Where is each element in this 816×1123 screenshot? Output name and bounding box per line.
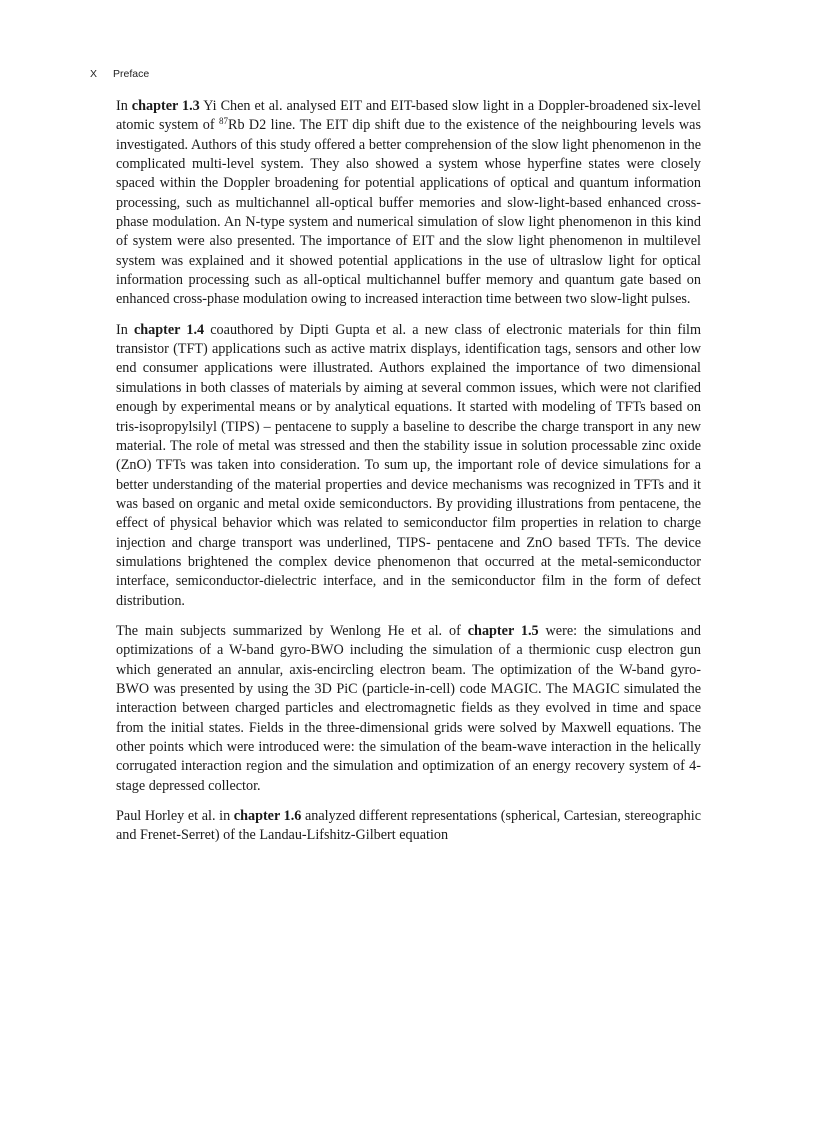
paragraph-chapter-1-6 (116, 807, 701, 846)
paragraph-chapter-1-3 (116, 97, 701, 310)
paragraph-chapter-1-5 (116, 622, 701, 796)
isotope-superscript: 87 (218, 116, 228, 127)
paragraph-text: coauthored by Dipti Gupta et al. a new class of electronic materials for thin film transistor (TFT) applications such as active matrix displays, identification tags, sensors and other low end consumer applications were illustrated. Authors explained the importance of two dimensional simulations in both classes of materials by aiming at several common issues, which were not clarified enough by experimental means or by analytical equations. It started with modeling of TFTs based on tris-isopropylsilyl (TIPS) – pentacene to supply a baseline to describe the charge transport in any new material. The role of metal was stressed and then the stability issue in solution processable zinc oxide (ZnO) TFTs was taken into consideration. To sum up, the important role of device simulations for a better understanding of the material properties and device mechanisms was recognized in TFTs and it was based on organic and metal oxide semiconductors. By providing illustrations from pentacene, the effect of physical behavior which was related to semiconductor film properties in relation to charge injection and charge transport was underlined, TIPS- pentacene and ZnO based TFTs. The device simulations brightened the complex device phenomenon that occurred at the metal-semiconductor interface, semiconductor-dielectric interface, and in the semiconductor film in the form of defect distribution. (116, 321, 701, 609)
paragraph-text: In (116, 98, 132, 114)
chapter-reference: chapter 1.5 (467, 622, 539, 639)
page-header (90, 68, 149, 80)
paragraph-text: Rb D2 line. The EIT dip shift due to the existence of the neighbouring levels was investigated. Authors of this study offered a better comprehension of the slow light phenomenon in the complicated multi-level system. They also showed a system whose hyperfine states were closely spaced within the Doppler broadening for potential applications of optical and quantum information processing, such as multichannel all-optical buffer memories and slow-light-based enhanced cross-phase modulation. An N-type system and numerical simulation of slow light phenomenon in this kind of system were also presented. The importance of EIT and the slow light phenomenon in multilevel system was explained and it showed potential applications in the use of ultraslow light for optical information processing such as all-optical multichannel buffer memory and quantum gate based on enhanced cross-phase modulation owing to increased interaction time between two slow-light pulses. (116, 117, 701, 308)
paragraph-text: In (116, 321, 134, 338)
running-title: Preface (113, 68, 150, 80)
paragraph-text: Yi Chen et al. analysed EIT and EIT-based slow light in a Doppler-broadened six-level atomic system of (116, 98, 701, 134)
chapter-reference: chapter 1.4 (133, 321, 205, 338)
paragraph-chapter-1-4 (116, 321, 701, 611)
page-body (116, 97, 701, 857)
chapter-reference: chapter 1.3 (131, 98, 200, 114)
paragraph-text: Paul Horley et al. in (116, 808, 234, 825)
chapter-reference: chapter 1.6 (233, 808, 302, 825)
paragraph-text: analyzed different representations (spherical, Cartesian, stereographic and Frenet-Serret) of the Landau-Lifshitz-Gilbert equation (116, 808, 701, 844)
paragraph-text: were: the simulations and optimizations of a W-band gyro-BWO including the simulation of a thermionic cusp electron gun which generated an annular, axis-encircling electron beam. The optimization of the W-band gyro-BWO was presented by using the 3D PiC (particle-in-cell) code MAGIC. The MAGIC simulated the interaction between charged particles and electromagnetic fields as they evolved in time and space from the initial states. Fields in the three-dimensional grids were solved by Maxwell equations. The other points which were introduced were: the simulation of the beam-wave interaction in the helically corrugated interaction region and the simulation and optimization of an energy recovery system of 4-stage depressed collector. (116, 622, 702, 794)
page-number: X (90, 68, 98, 80)
paragraph-text: The main subjects summarized by Wenlong He et al. of (116, 622, 468, 639)
